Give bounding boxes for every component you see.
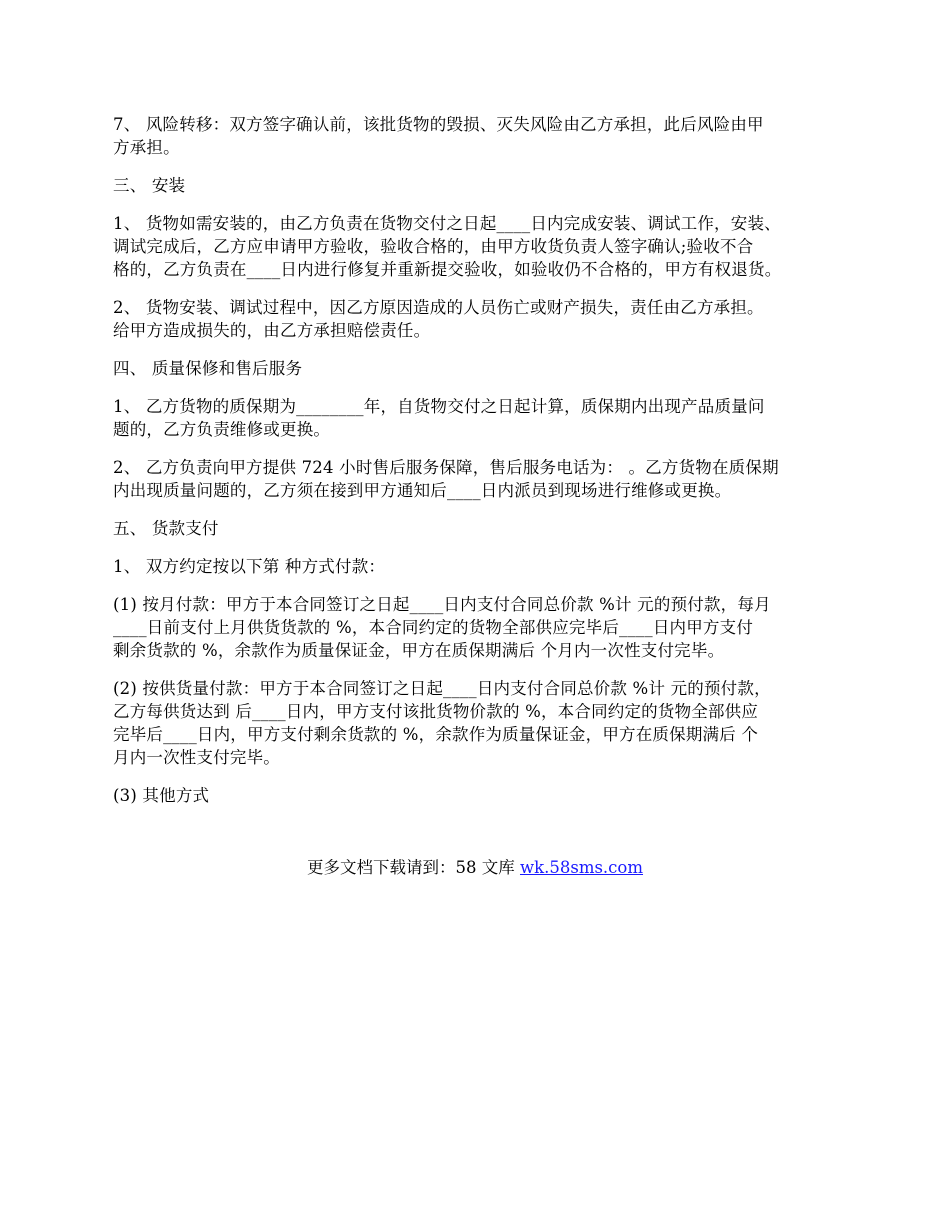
paragraph-warranty-1 xyxy=(113,395,843,441)
text-line: 1、 货物如需安装的，由乙方负责在货物交付之日起____日内完成安装、调试工作，安装、 xyxy=(113,214,781,233)
text-line: (1) 按月付款：甲方于本合同签订之日起____日内支付合同总价款 %计 元的预付款，每月 xyxy=(113,595,771,614)
footer-download-note xyxy=(0,856,950,879)
paragraph-volume-payment xyxy=(113,677,843,769)
text-line: 1、 乙方货物的质保期为________年，自货物交付之日起计算，质保期内出现产品质量问 xyxy=(113,397,765,416)
footer-link[interactable]: wk.58sms.com xyxy=(519,858,643,877)
text-line: 乙方每供货达到 后____日内，甲方支付该批货物价款的 %，本合同约定的货物全部供应 xyxy=(113,702,759,721)
text-line: (3) 其他方式 xyxy=(113,786,210,805)
text-line: 给甲方造成损失的，由乙方承担赔偿责任。 xyxy=(113,321,431,340)
text-line: 三、 安装 xyxy=(113,176,186,195)
text-line: 调试完成后，乙方应申请甲方验收，验收合格的，由甲方收货负责人签字确认;验收不合 xyxy=(113,237,754,256)
text-line: 五、 货款支付 xyxy=(113,519,219,538)
text-line: (2) 按供货量付款：甲方于本合同签订之日起____日内支付合同总价款 %计 元的预付款， xyxy=(113,679,771,698)
section-heading-warranty xyxy=(113,357,843,380)
paragraph-risk-transfer xyxy=(113,113,843,159)
section-heading-installation xyxy=(113,174,843,197)
paragraph-payment-method xyxy=(113,555,843,578)
section-heading-payment xyxy=(113,517,843,540)
text-line: 格的，乙方负责在____日内进行修复并重新提交验收，如验收仍不合格的，甲方有权退货。 xyxy=(113,260,782,279)
footer-text: 更多文档下载请到：58 文库 xyxy=(306,858,520,877)
paragraph-installation-2 xyxy=(113,296,843,342)
text-line: 题的，乙方负责维修或更换。 xyxy=(113,420,331,439)
paragraph-monthly-payment xyxy=(113,593,843,662)
text-line: 内出现质量问题的，乙方须在接到甲方通知后____日内派员到现场进行维修或更换。 xyxy=(113,481,732,500)
text-line: 完毕后____日内，甲方支付剩余货款的 %，余款作为质量保证金，甲方在质保期满后 个 xyxy=(113,725,759,744)
text-line: 7、 风险转移：双方签字确认前，该批货物的毁损、灭失风险由乙方承担，此后风险由甲 xyxy=(113,115,764,134)
text-line: 1、 双方约定按以下第 种方式付款： xyxy=(113,557,386,576)
text-line: 月内一次性支付完毕。 xyxy=(113,748,280,767)
text-line: 剩余货款的 %，余款作为质量保证金，甲方在质保期满后 个月内一次性支付完毕。 xyxy=(113,641,725,660)
text-line: 2、 乙方负责向甲方提供 724 小时售后服务保障，售后服务电话为： 。乙方货物在质保期 xyxy=(113,458,779,477)
paragraph-warranty-2 xyxy=(113,456,843,502)
text-line: 四、 质量保修和售后服务 xyxy=(113,359,303,378)
text-line: ____日前支付上月供货货款的 %，本合同约定的货物全部供应完毕后____日内甲方支付 xyxy=(113,618,754,637)
text-line: 2、 货物安装、调试过程中，因乙方原因造成的人员伤亡或财产损失，责任由乙方承担。 xyxy=(113,298,764,317)
document-body xyxy=(113,113,843,822)
paragraph-other-methods xyxy=(113,784,843,807)
text-line: 方承担。 xyxy=(113,138,180,157)
paragraph-installation-1 xyxy=(113,212,843,281)
